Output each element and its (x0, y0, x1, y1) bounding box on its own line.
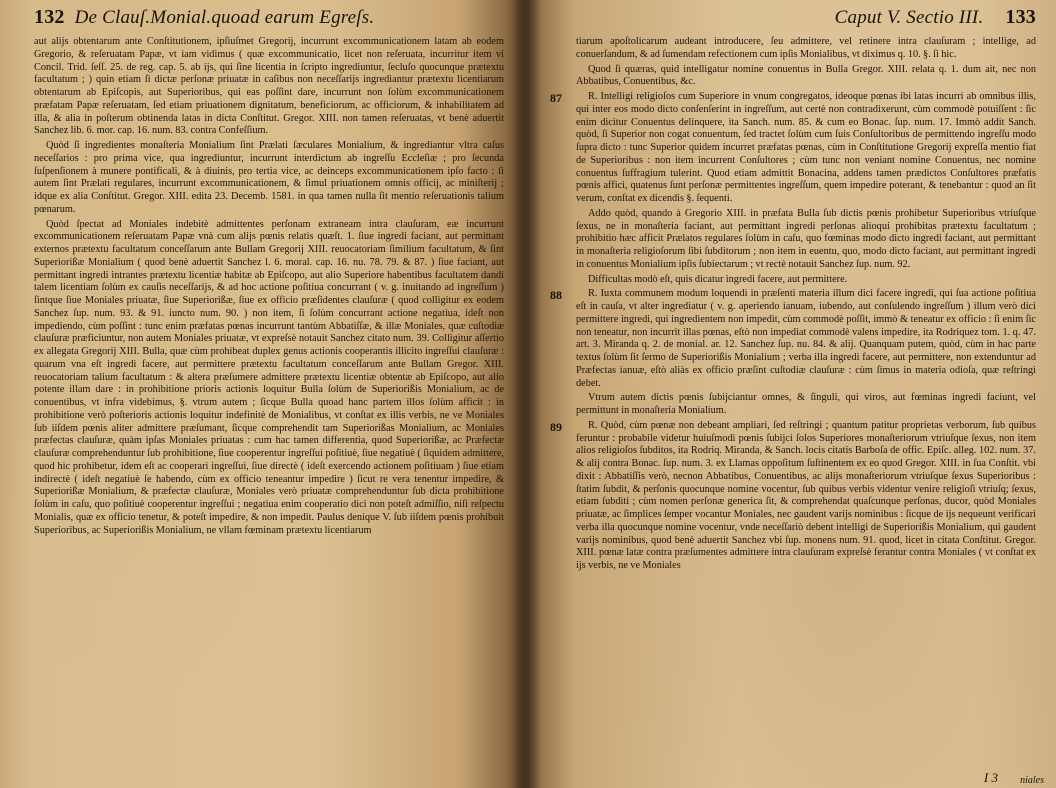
signature-mark: I 3 (983, 770, 998, 785)
left-paragraph-3: Quòd ſpectat ad Moniales indebitè admittentes perſonam extraneam intra clauſuram, eæ incurrunt excommunicationem reſeruatam Papæ vnà cum alijs pœnis relatis quæſt. 1. ſiue ingredi faciant, aut permittant externos prætextu facultatum conceſſarum ante Bullam Gregorij XIII. reuocatoriam ſimilium facultatum, & ſint Superiorißæ Monialium ( quod benè aduertit Sanchez l. 6. moral. cap. 16. nu. 78. 79. & 87. ) ſiue faciant, aut permittant ingredi intrantes prætextu licentiæ habitæ ab Epiſcopo, aut alio Superiore habentibus facultatem dandi talem licentiam ſolùm ex cauſis neceſſarijs, & ad hoc actione poſitiua concurrant ( v. g. inuitando ad ingreſſum ) ſintque ſiue Moniales priuatæ, ſiue Superiorißæ, ſiue ex officio præſidentes clauſuræ ( quod colligitur ex eodem Sanchez ſup. num. 93. & 91. iuncto num. 90. ) non item, ſi ſolùm concurrant actione negatiua, ideſt non impediendo, cùm poſſint : tunc enim præfatas pœnas incurrunt tantùm Abbatiſſæ, & illæ Moniales, quæ cuſtodiæ clauſuræ præficiuntur, non autem Moniales priuatæ, vt expreſsè notauit Sanchez citato num. 39. Colligitur aſſertio ex allegata Gregorij XIII. Bulla, quæ cùm prohibeat duplex genus actionis cooperantis illicito ingreſſui clauſuræ : quarum vna eſt ingredi facere, aut permittere prætextu facultatum conceſſarum ante Bullam Gregor. XIII. reuocatoriam talium facultatum : & altera præſumere admittere prætextu licentiæ obtentæ ab Epiſcopo, aut alio potente illam dare : in prohibitione prioris actionis loquitur Bulla ſolùm de Superiorißis Monialium, ac de conuentibus, vt infra videbimus, §. vtrum autem ; ſicque Bulla quoad hanc partem illos ſolùm afficit : in prohibitione verò poſterioris actionis loquitur indefinitè de Monialibus, vt conſtat ex illis verbis, ne ve Moniales ſub iiſdem pœnis aliter admittere præſumant, ſicque comprehendit tam Superiorißas Monialium, ac Moniales præfectas clauſuræ, quàm ipſas Moniales priuatas : cum hac tamen differentia, quod Superiorißæ, ac Præfectæ clauſuræ comprehenduntur ſub prohibitione, ſiue cooperentur ingreſſui poſitiuè, ſiue negatiuè ( ſiquidem admittere, quod hic prohibetur, idem eſt ac cooperari ingreſſui, ſiue directè ( ideſt exercendo actionem poſitiuam ) ſiue etiam indirectè ( ideſt negatiuè ſe habendo, cùm ex officio teneantur impedire ) ſicut re vera tenentur impedire, & Superiorißæ Monialium, & præfectæ clauſuræ, Moniales verò priuatæ comprehenduntur ſub dicta prohibitione ſolùm in caſu, quo poſitiuè cooperentur ingreſſui ; negatiua enim cooperatio dici non poteſt admiſſio, niſi reſpectu Monialis, quæ ex officio tenetur, & poteſt impedire, & non impedit. Paulus denique V. ſub iiſdem pœnis prohibuit Superioribus, ac Superiorißis Monialium, ne vllam fœminam prætextu licentiarum (34, 218, 504, 536)
left-page (0, 0, 522, 788)
right-paragraph-1: tiarum apoſtolicarum audeant introducere, ſeu admittere, vel retinere intra clauſuram ; intellige, ad conuerſandum, & ad ſumendam refectionem cum ipſis Monialibus, vt diximus q. 10. §. ſi hic. (576, 36, 1036, 60)
left-page-content (34, 6, 504, 539)
right-paragraph-2: Quod ſi quæras, quid intelligatur nomine conuentus in Bulla Gregor. XIII. relata q. 1. dum ait, nec non Abbatibus, Conuentibus, &c. (576, 63, 1036, 88)
left-paragraph-2: Quòd ſi ingredientes monaſteria Monialium ſint Prælati ſæculares Monialium, & ingrediantur vltra caſus neceſſarios : pro prima vice, qua ingrediuntur, incurrunt interdictum ab ingreſſu Eccleſiæ ; pro ſecunda ſuſpenſionem à munere pontificali, & à diuinis, pro tertia vice, ac deinceps excommunicationem ipſo facto : ſi autem ſint Prælati regulares, incurrunt excommunicationem, & ſimul priuationem omnis officij, ac miniſterij ; idque ex alia Conſtitut. Gregor. XIII. edita 23. Decemb. 1581. in qua tamen nulla ſit mentio reſeruationis talium pœnarum. (34, 140, 504, 215)
margin-number-89: 89 (550, 419, 562, 434)
right-paragraph-4: Addo quòd, quando à Gregorio XIII. in præfata Bulla ſub dictis pœnis prohibetur Superioribus vtriuſque ſexus, ne in monaſteria faciant, aut permittant ingredi perſonas alioqui prohibitas prætextu facultatum ; prohibitio hæc afficit Prælatos regulares ſolùm in caſu, quo fœminas modo dicto ingredi faciant, aut permittant in monaſteria religioſorum ſibi ſubditorum ; non item in euentu, quo, modo dicto faciant, aut permittant ingredi in conuentus Monialium ipſis ſubiectarum ; vt rectè notauit Sanchez ſup. num. 92. (576, 207, 1036, 270)
right-running-title: Caput V. Sectio III. (834, 7, 984, 28)
right-page-content (550, 6, 1036, 575)
right-paragraph-5: Difficultas modò eſt, quis dicatur ingredi facere, aut permittere. (588, 273, 848, 285)
right-page (522, 0, 1056, 788)
margin-number-87: 87 (550, 91, 562, 105)
right-paragraph-7: Vtrum autem dictis pœnis ſubijciantur omnes, & ſinguli, qui viros, aut fœminas ingredi faciunt, vel permittunt in monaſteria Monialium. (576, 392, 1036, 416)
catchword: niales (1020, 775, 1044, 786)
right-paragraph-8: R. Quòd, cùm pœnæ non debeant ampliari, ſed reſtringi ; quantum patitur proprietas verborum, ſub quibus feruntur : probabile videtur huiuſmodi pœnis ſubijci ſolos Superiores monaſteriorum vtriuſque ſexus, non item alios religioſos ſubditos, ita Rodriq. Miranda, & Sanch. locis citatis Barboſa de offic. Epiſc. alleg. 102. num. 37. & alij contra Bonac. ſup. num. 3. ex Llamas oppoſitum ſuſtinentem ex eo quod Gregor. XIII. in ſua Conſtit. vbi dixit : Abbatiſſis verò, necnon Abbatibus, Conuentibus, ac alijs monaſteriorum vtriuſque ſexus Superioribus : ſtatim ſubdit, & perſonis quocunque nomine vocentur, ſub quibus verbis videntur venire religioſi vtriuſq; ſexus, etiam ſubditi ; cùm nomen perſonæ generica ſit, & comprehendat quaſcunque perſonas, ducor, quòd Moniales priuatæ, ac ſimplices ſemper vocantur Moniales, nec gaudent varijs nominibus : ſicque de ijs nequeunt verificari verba illa quocunque nomine vocentur, vnde neceſſariò debent intelligi de Superiorißis Monialium, qui gaudent varijs nominibus, quod benè aduertit Sanchez vbi ſup. monens num. 91. quod, licet in citata Conſtitut. Gregor. XIII. pœnæ latæ contra præſumentes admittere intra clauſuram expreſsè ferantur contra Moniales ( vt conſtat ex ijs verbis, ne ve Moniales (576, 419, 1036, 571)
left-paragraph-1: aut alijs obtentarum ante Conſtitutionem, ipſiuſmet Gregorij, incurrunt excommunicationem latam ab eodem Gregorio, & reſeruatam Papæ, vt iam vidimus ( quæ excommunicatio, licet non reſeruata, incurritur item vi Concil. Trid. ſeſſ. 25. de reg. cap. 5. ab ijs, qui ſine licentia in ſcripto ingrediuntur, ſecluſo quocunque prætextu facultatum ; ) quin etiam ſi dictæ perſonæ priuatæ in caſibus non neceſſarijs ingrediantur prætextu licentiarum obtentarum ab Epiſcopis, aut Superioribus, qui eas poſſint dare, incurrunt non ſolùm excommunicationem præfatam Papæ reſeruatam, ſed etiam priuationem dignitatum, beneficiorum, ac officiorum, & inhabilitatem ad illa, & alia in poſterum obtinenda latas in dicta Conſtitut. Gregor. XIII. non tamen reſeruatas, vt benè aduertit Sanchez lib. 6. mor. cap. 16. num. 83. contra Confeſſium. (34, 36, 504, 137)
right-numbered-block-87 (550, 91, 1036, 206)
margin-number-88: 88 (550, 288, 562, 303)
right-paragraph-3: R. Intelligi religioſos cum Superiore in vnum congregatos, ideoque pœnas ibi latas incurri ab omnibus illis, qui inter eos modo dicto conſenſerint in ingreſſum, aut certè non contradixerunt, cùm commodè potuiſſent : ſic enim dicitur Conuentus delinquere, ita Sanch. num. 85. & cum eo Bonac. ſup. num. 17. Immò addit Sanch. quòd, ſi Superior non cogat conuentum, ſed tractet ſolùm cum ſuis Conſultoribus de permittendo ingreſſu modo ſupra dicto : tunc Superior quidem incurret præfatas pœnas, cùm in Conſtitutione Gregorij expreſſa mentio fiat de Superioribus : non item incurrent Conſultores ; cùm tunc non veniant nomine Conuentus, nec nomine conuentus ſuffragium tulerint. Quod etiam admittit Bonacina, addens tamen prædictos Conſultores præfatis pœnis affici, quatenus ſunt perſonæ permittentes ingreſſum, quem impedire poterant, & tenebantur : quod an ſit verum, conſtat ex dicendis §. ſequenti. (576, 91, 1036, 204)
right-numbered-block-88 (550, 288, 1036, 390)
right-numbered-block-89 (550, 419, 1036, 573)
left-running-head (34, 6, 504, 32)
left-page-number: 132 (34, 6, 65, 28)
right-running-head (576, 6, 1036, 32)
left-running-title: De Clauſ.Monial.quoad earum Egreſs. (74, 7, 375, 28)
right-paragraph-6: R. Iuxta communem modum loquendi in præſenti materia illum dici facere ingredi, qui ſua actione poſitiua eſt in cauſa, vt alter ingrediatur ( v. g. aperiendo ianuam, iubendo, aut conſulendo ingreſſum ) illum verò dici permittere ingredi, qui ingredientem non impedit, cùm commodè poſſit, immò & teneatur ex officio : ſi enim ſic non teneatur, non incurrit illas pœnas, eſtò non impediat commodè valens impedire, ita Rodriquez tom. 1. q. 47. art. 3. Miranda q. 2. de monial. ar. 12. Sanchez ſup. nu. 84. & alij. Quanquam putem, quòd, cùm in hac parte textus ſolùm ſit ſermo de Superiorißis Monialium ; verba illa ingredi facere, aut permittere, non extenduntur ad Præfectas ianuæ, eſtò aliàs ex officio præſint cuſtodiæ clauſuræ : cùm ſimus in materia odioſa, quæ reſtringi debet. (576, 288, 1036, 389)
right-page-number: 133 (1005, 6, 1036, 28)
